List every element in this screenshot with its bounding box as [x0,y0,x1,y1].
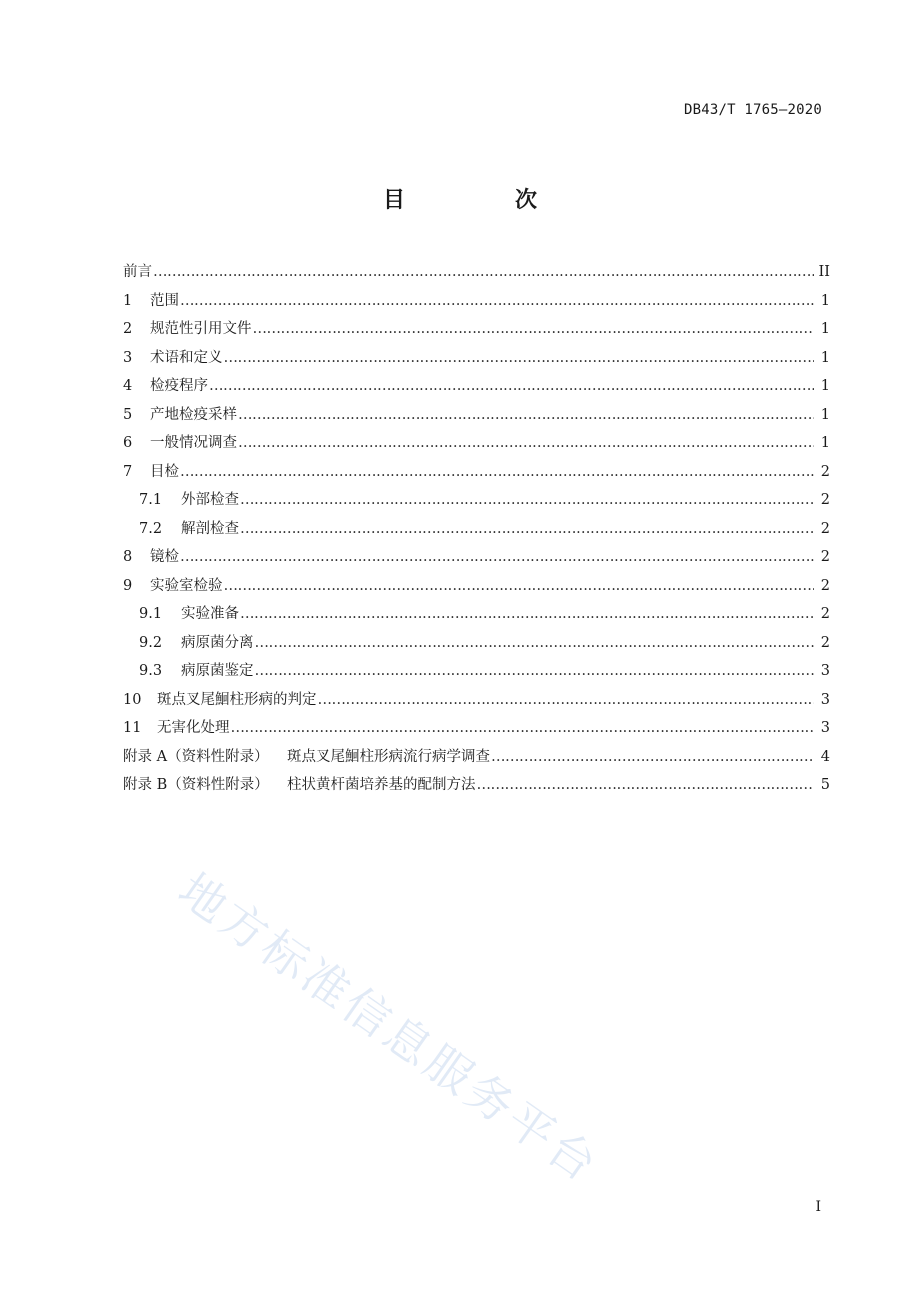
toc-entry-page: 1 [820,349,830,366]
table-of-contents [123,260,830,802]
toc-entry-10[interactable] [123,688,830,717]
toc-entry-page: 2 [820,577,830,594]
toc-entry-5[interactable] [123,403,830,432]
toc-entry-title: 产地检疫采样 [150,406,237,423]
toc-entry-title: 病原菌分离 [181,634,254,651]
toc-entry-number: 9 [123,577,133,594]
toc-entry-number: 2 [123,321,133,337]
toc-leader-dots [255,635,815,651]
toc-entry-page: 3 [820,691,830,708]
toc-leader-dots [318,692,815,708]
toc-entry-number: 7.1 [139,492,163,508]
toc-leader-dots [238,435,814,451]
toc-leader-dots [240,492,814,508]
toc-entry-number: 9.2 [139,634,163,651]
toc-entry-title: 外部检查 [181,492,239,508]
toc-entry-page: 1 [820,406,830,423]
toc-entry-page: 1 [820,292,830,309]
document-code: DB43/T 1765—2020 [683,102,822,118]
toc-entry-title: 解剖检查 [181,520,239,537]
toc-entry-9[interactable] [123,574,830,603]
toc-entry-page: 1 [820,435,830,451]
toc-leader-dots [153,264,814,280]
toc-leader-dots [240,606,814,622]
toc-entry-number: 8 [123,549,133,565]
toc-entry-title: 一般情况调查 [150,435,237,451]
toc-entry-page: 1 [820,321,830,337]
toc-entry-title: 规范性引用文件 [150,321,252,337]
toc-entry-page: 4 [820,748,830,765]
toc-leader-dots [231,720,815,736]
toc-leader-dots [224,350,815,366]
toc-entry-number: 5 [123,406,133,423]
toc-leader-dots [180,293,814,309]
toc-leader-dots [180,549,814,565]
toc-entry-number: 6 [123,435,133,451]
toc-leader-dots [180,464,814,480]
toc-entry-title: 实验室检验 [150,577,223,594]
toc-entry-number: 附录 B（资料性附录） [123,777,269,793]
toc-leader-dots [255,663,815,679]
toc-entry-number: 7 [123,463,133,480]
toc-leader-dots [238,407,814,423]
toc-entry-7-1[interactable] [123,488,830,517]
toc-entry-title: 范围 [150,292,179,309]
toc-entry-9-2[interactable] [123,631,830,660]
toc-entry-page: 3 [820,663,830,679]
toc-entry-title: 目检 [150,463,179,480]
toc-entry-page: 5 [820,777,830,793]
toc-entry-title: 镜检 [150,549,179,565]
toc-leader-dots [224,578,815,594]
toc-entry-title: 柱状黄杆菌培养基的配制方法 [287,777,476,793]
toc-entry-9-1[interactable] [123,602,830,631]
toc-leader-dots [209,378,814,394]
toc-entry-2[interactable] [123,317,830,346]
toc-entry-number: 7.2 [139,520,163,537]
toc-entry-4[interactable] [123,374,830,403]
toc-entry-7-2[interactable] [123,517,830,546]
toc-entry-7[interactable] [123,460,830,489]
toc-entry-appendix-a[interactable] [123,745,830,774]
toc-leader-dots [491,749,814,765]
toc-entry-title: 前言 [123,264,152,280]
toc-entry-appendix-b[interactable] [123,773,830,802]
toc-entry-title: 斑点叉尾鮰柱形病的判定 [157,691,317,708]
toc-entry-page: 3 [820,720,830,736]
toc-entry-number: 1 [123,292,133,309]
toc-leader-dots [253,321,815,337]
toc-entry-8[interactable] [123,545,830,574]
toc-entry-title: 斑点叉尾鮰柱形病流行病学调查 [287,748,490,765]
page-title: 目 次 [382,188,581,213]
page-number: I [815,1199,821,1215]
toc-entry-title: 检疫程序 [150,378,208,394]
toc-entry-title: 无害化处理 [157,720,230,736]
toc-entry-number: 11 [123,720,142,736]
toc-entry-9-3[interactable] [123,659,830,688]
toc-entry-number: 4 [123,378,133,394]
toc-leader-dots [240,521,814,537]
toc-entry-page: 2 [820,492,830,508]
toc-entry-page: 2 [820,634,830,651]
toc-entry-page: 2 [820,520,830,537]
toc-entry-number: 10 [123,691,142,708]
toc-entry-number: 3 [123,349,133,366]
watermark: 地方标准信息服务平台 [168,862,610,1194]
toc-entry-3[interactable] [123,346,830,375]
toc-entry-preface[interactable] [123,260,830,289]
toc-entry-title: 术语和定义 [150,349,223,366]
toc-entry-1[interactable] [123,289,830,318]
toc-entry-page: 1 [820,378,830,394]
toc-entry-11[interactable] [123,716,830,745]
toc-entry-6[interactable] [123,431,830,460]
toc-entry-number: 9.1 [139,606,163,622]
toc-entry-title: 实验准备 [181,606,239,622]
toc-entry-page: 2 [820,606,830,622]
toc-entry-number: 附录 A（资料性附录） [123,748,269,765]
toc-leader-dots [477,777,815,793]
toc-entry-page: 2 [820,463,830,480]
toc-entry-page: 2 [820,549,830,565]
toc-entry-title: 病原菌鉴定 [181,663,254,679]
toc-entry-number: 9.3 [139,663,163,679]
toc-entry-page: II [818,264,830,280]
